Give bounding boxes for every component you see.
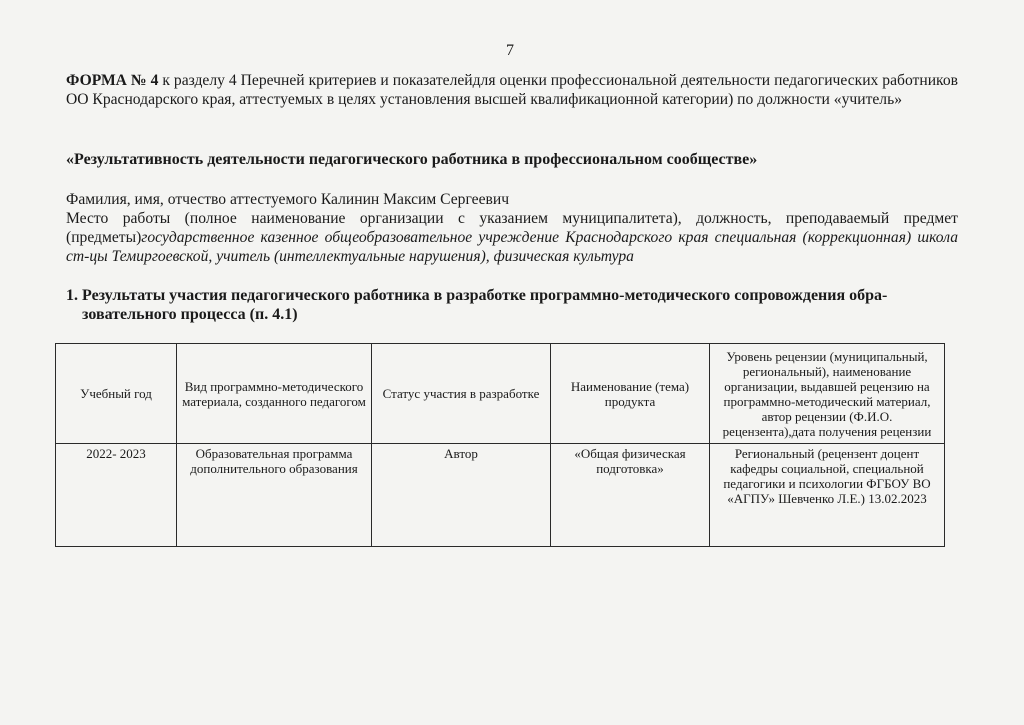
section-title xyxy=(66,286,958,324)
page-number: 7 xyxy=(506,42,514,59)
fio-label: Фамилия, имя, отчество аттестуемого xyxy=(66,191,317,208)
header-review-level: Уровень рецензии (муниципальный, региональный), наименование организации, выдавшей рецензию на программно-методический материал, автор рецензии (Ф.И.О. рецензента),дата получения рецензии xyxy=(710,344,945,444)
criteria-table xyxy=(55,343,945,547)
header-material-type: Вид программно-методического материала, созданного педагогом xyxy=(177,344,372,444)
form-paragraph xyxy=(66,71,958,109)
workplace-value: государственное казенное общеобразовательное учреждение Краснодарского края специальная (коррекционная) школа ст-цы Темиргоевской, учитель (интеллектуальные нарушения), физическая культура xyxy=(66,229,958,265)
section-title-line-1: 1. Результаты участия педагогического работника в разработке программно-методического сопровождения обра- xyxy=(66,287,888,304)
document-title: «Результативность деятельности педагогического работника в профессиональном сообществе» xyxy=(66,151,758,168)
header-academic-year: Учебный год xyxy=(56,344,177,444)
workplace-paragraph xyxy=(66,209,958,266)
cell-academic-year: 2022- 2023 xyxy=(56,444,177,547)
form-label: ФОРМА № 4 xyxy=(66,72,159,89)
cell-material-type: Образовательная программа дополнительного образования xyxy=(177,444,372,547)
fio-value: Калинин Максим Сергеевич xyxy=(316,191,510,208)
fio-line xyxy=(66,190,958,209)
cell-product-name: «Общая физическая подготовка» xyxy=(551,444,710,547)
header-product-name: Наименование (тема) продукта xyxy=(551,344,710,444)
header-participation-status: Статус участия в разработке xyxy=(372,344,551,444)
section-title-line-2: зовательного процесса (п. 4.1) xyxy=(82,306,298,323)
workplace-label: Место работы (полное наименование организации с указанием муниципалитета), должность, преподаваемый предмет (предметы) xyxy=(66,210,958,246)
table-row xyxy=(56,444,945,547)
form-text: к разделу 4 Перечней критериев и показателейдля оценки профессиональной деятельности педагогических работников ОО Краснодарского края, аттестуемых в целях установления высшей квалификационной категории) по должности «учитель» xyxy=(66,72,958,108)
cell-review-level: Региональный (рецензент доцент кафедры социальной, специальной педагогики и психологии ФГБОУ ВО «АГПУ» Шевченко Л.Е.) 13.02.2023 xyxy=(710,444,945,547)
cell-participation-status: Автор xyxy=(372,444,551,547)
table-header-row xyxy=(56,344,945,444)
